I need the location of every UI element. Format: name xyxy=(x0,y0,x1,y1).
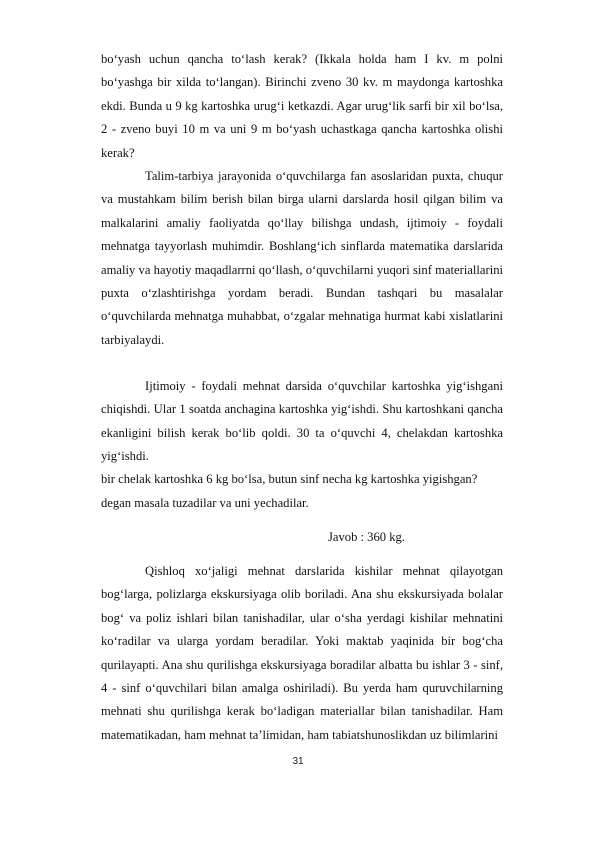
paragraph-agricultural-labor: Qishloq xo‘jaligi mehnat darslarida kishilar mehnat qilayotgan bog‘larga, polizlarga ekskursiyaga olib boriladi. Ana shu ekskursiyada bolalar bog‘ va poliz ishlari bilan tanishadilar, ular o‘sha yerdagi kishilar mehnatini ko‘radilar va ularga yordam beradilar. Yoki maktab yaqinida bir bog‘cha qurilayapti. Ana shu qurilishga ekskursiyaga boradilar albatta bu ishlar 3 - sinf, 4 - sinf o‘quvchilari bilan amalga oshiriladi). Bu yerda ham quruvchilarning mehnati shu qurilishga kerak bo‘ladigan materiallar bilan tanishadilar. Ham matematikadan, ham mehnat ta’limidan, ham tabiatshunoslikdan uz bilimlarini xyxy=(101,564,503,742)
paragraph-education-goals: Talim-tarbiya jarayonida o‘quvchilarga fan asoslaridan puxta, chuqur va mustahkam bilim berish bilan birga ularni darslarda hosil qilgan bilim va malkalarini amaliy faoliyatda qo‘llay bilishga undash, ijtimoiy - foydali mehnatga tayyorlash muhimdir. Boshlang‘ich sinflarda matematika darslarida amaliy va hayotiy maqadlarrni qo‘llash, o‘quvchilarni yuqori sinf materiallarini puxta o‘zlashtirishga yordam beradi. Bundan tashqari bu masalalar o‘quvchilarda mehnatga muhabbat, o‘zgalar mehnatiga hurmat kabi xislatlarini tarbiyalaydi. xyxy=(101,169,503,347)
paragraph-problem-continuation: bo‘yash uchun qancha to‘lash kerak? (Ikkala holda ham I kv. m polni bo‘yashga bir xilda to‘langan). Birinchi zveno 30 kv. m maydonga kartoshka ekdi. Bunda u 9 kg kartoshka urug‘i ketkazdi. Agar urug‘lik sarfi bir xil bo‘lsa, 2 - zveno buyi 10 m va uni 9 m bo‘yash uchastkaga qancha kartoshka olishi kerak? xyxy=(101,52,503,160)
page-number: 31 xyxy=(292,756,304,767)
paragraph-potato-harvest: Ijtimoiy - foydali mehnat darsida o‘quvchilar kartoshka yig‘ishgani chiqishdi. Ular 1 soatda anchagina kartoshka yig‘ishdi. Shu kartoshkani qancha ekanligini bilish kerak bo‘lib qoldi. 30 ta o‘quvchi 4, chelakdan kartoshka yig‘ishdi. xyxy=(101,379,503,464)
answer-line: Javob : 360 kg. xyxy=(328,530,405,544)
problem-instruction-line: degan masala tuzadilar va uni yechadilar. xyxy=(101,496,309,510)
problem-question-line: bir chelak kartoshka 6 kg bo‘lsa, butun sinf necha kg kartoshka yigishgan? xyxy=(101,472,478,486)
